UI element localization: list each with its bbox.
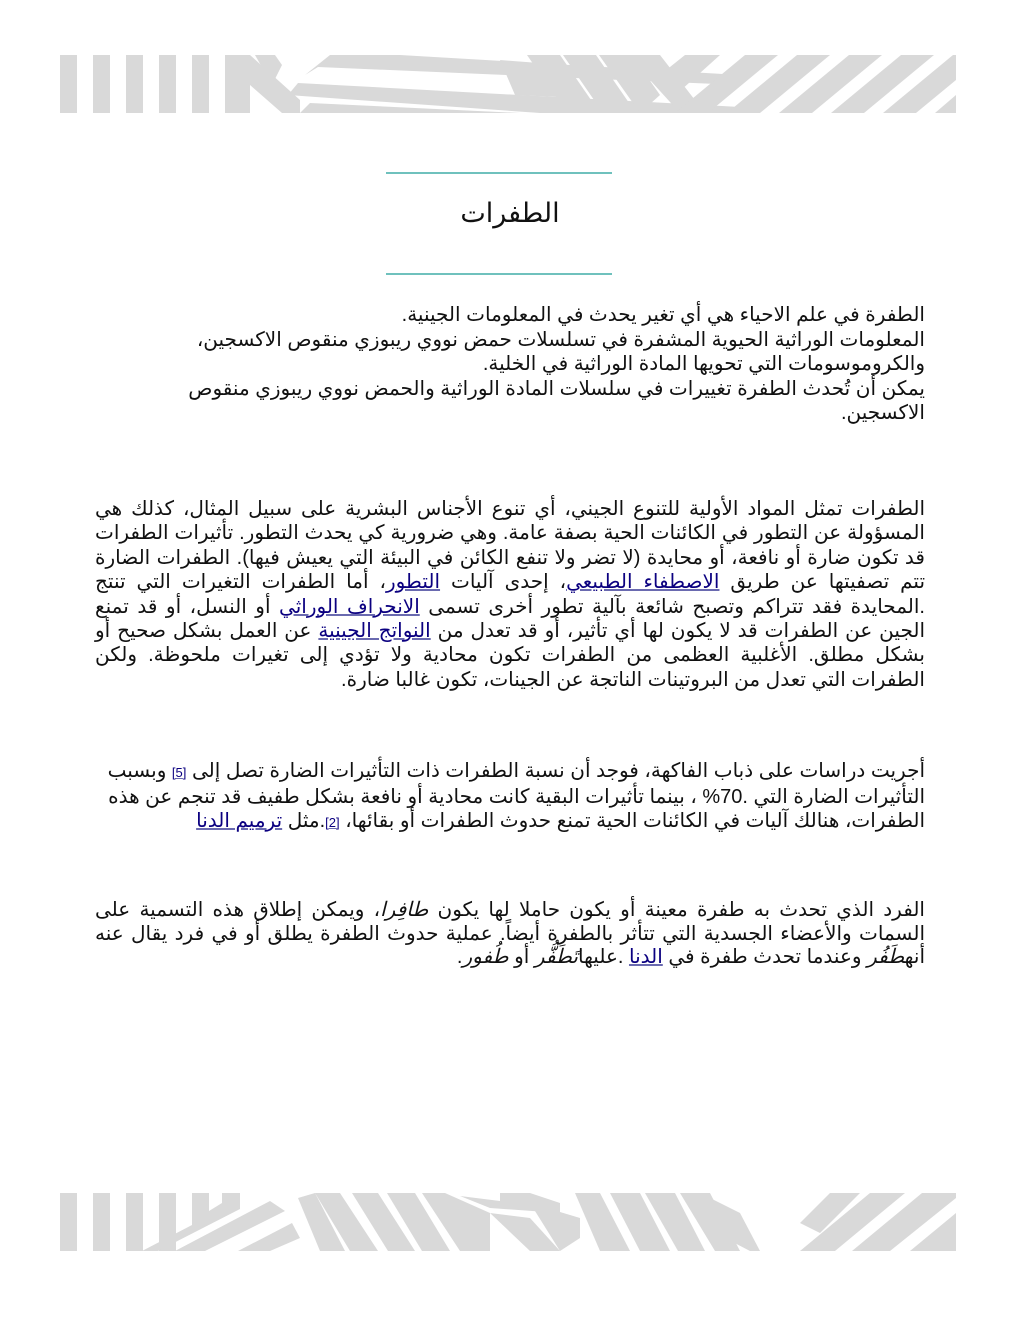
paragraph-mutation-diversity xyxy=(95,497,925,692)
text-run: ، أما الطفرات التغيرات التي تنتج .المحايدة فقد تتراكم وتصبح شائعة بآلية تطور أخرى تسمى xyxy=(95,571,925,618)
link-dna[interactable]: الدنا xyxy=(628,946,663,968)
title-rule-bottom xyxy=(386,273,612,275)
term-mutated: طَفُر xyxy=(867,946,905,968)
title-rule-top xyxy=(386,172,612,174)
term-mutant: طافِرا xyxy=(380,899,429,921)
paragraph-text xyxy=(95,497,925,692)
paragraph-fruit-fly-studies xyxy=(95,759,925,835)
text-run: ، ويمكن إطلاق هذه التسمية على السمات والأعضاء الجسدية التي تتأثر بالطفرة أيضاً. عملية حدوث الطفرة يطلق أو في فرد يقال عنه أنه xyxy=(95,899,925,968)
term-mutation-process: تَطَفُّر xyxy=(534,946,578,968)
text-run: أو النسل، أو قد تمنع الجين عن الطفرات قد لا يكون لها أي تأثير، أو قد تعدل من xyxy=(95,595,926,643)
reference-2[interactable]: [2] xyxy=(325,815,340,830)
term-mutation-alt: طُفور xyxy=(462,946,509,968)
text-run: .عليها xyxy=(577,946,629,968)
header-banner xyxy=(60,55,956,113)
link-dna-repair[interactable]: ترميم الدنا xyxy=(196,810,283,832)
text-run: .مثل xyxy=(282,810,326,832)
link-genetic-drift[interactable]: الانحراف الوراثي xyxy=(279,595,420,618)
page-title: الطفرات xyxy=(460,198,560,228)
intro-line: والكروموسومات التي تحويها المادة الوراثية في الخلية. xyxy=(482,353,925,375)
link-evolution[interactable]: التطور xyxy=(385,571,441,594)
striped-pattern-icon xyxy=(60,55,956,113)
text-run: وبسبب التأثيرات الضارة التي .70% ، بينما تأثيرات البقية كانت محادية أو نافعة بشكل طفيف قد تنجم عن هذه الطفرات، هنالك آليات في الكائنات الحية تمنع حدوث الطفرات أو بقائها، xyxy=(107,760,925,832)
paragraph-text xyxy=(95,759,925,835)
text-run: وعندما تحدث طفرة في xyxy=(662,946,868,968)
text-run: أجريت دراسات على ذباب الفاكهة، فوجد أن نسبة الطفرات ذات التأثيرات الضارة تصل إلى xyxy=(186,760,925,782)
footer-banner xyxy=(60,1193,956,1251)
intro-line: يمكن أن تُحدث الطفرة تغييرات في سلسلات المادة الوراثية والحمض نووي ريبوزي منقوص الاكسجين. xyxy=(188,377,925,424)
paragraph-text xyxy=(95,899,925,970)
text-run: أو xyxy=(508,946,535,968)
paragraph-mutant-definition xyxy=(95,899,925,970)
text-run: ، إحدى آليات xyxy=(440,571,567,594)
intro-section xyxy=(140,303,925,426)
striped-pattern-icon xyxy=(60,1193,956,1251)
reference-5[interactable]: [5] xyxy=(171,765,187,780)
link-gene-products[interactable]: النواتج الجينية xyxy=(318,620,431,643)
intro-line: المعلومات الوراثية الحيوية المشفرة في تسلسلات حمض نووي ريبوزي منقوص الاكسجين، xyxy=(196,328,925,351)
intro-line: الطفرة في علم الاحياء هي أي تغير يحدث في المعلومات الجينية. xyxy=(401,304,925,326)
text-run: عن العمل بشكل صحيح أو بشكل مطلق. الأغلبية العظمى من الطفرات تكون محادية ولا تؤدي إلى تغيرات ملحوظة. ولكن الطفرات التي تعدل من البروتينات الناتجة عن الجينات، تكون غالبا ضارة. xyxy=(95,620,926,691)
link-natural-selection[interactable]: الاصطفاء الطبيعي xyxy=(566,571,720,594)
text-run: الفرد الذي تحدث به طفرة معينة أو يكون حاملا لها يكون xyxy=(428,899,925,921)
text-run: الطفرات تمثل المواد الأولية للتنوع الجيني، أي تنوع الأجناس البشرية على سبيل المثال، كذلك هي المسؤولة عن التطور في الكائنات الحية بصفة عامة. وهي ضرورية كي يحدث التطور. تأثيرات الطفرات قد تكون ضارة أو نافعة، أو محايدة (لا تضر ولا تنفع الكائن في البيئة التي يعيش فيها). الطفرات الضارة تتم تصفيتها عن طريق xyxy=(95,498,926,594)
text-run: . xyxy=(456,946,463,968)
